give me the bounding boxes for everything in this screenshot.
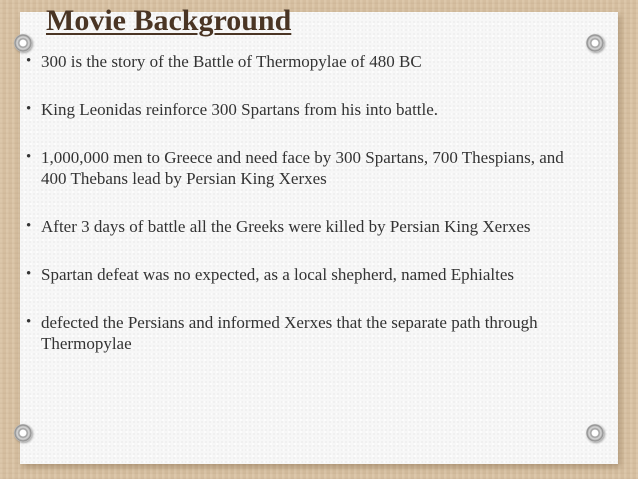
- bullet-text: King Leonidas reinforce 300 Spartans from his into battle.: [41, 100, 439, 119]
- bullet-text: defected the Persians and informed Xerxes that the separate path through Thermopylae: [41, 313, 538, 353]
- list-item: [24, 51, 584, 72]
- list-item: [24, 312, 584, 354]
- slide-title: Movie Background: [46, 4, 292, 37]
- bullet-dot: •: [26, 101, 32, 117]
- bullet-text: After 3 days of battle all the Greeks were killed by Persian King Xerxes: [41, 217, 531, 236]
- list-item: [24, 216, 584, 237]
- bullet-dot: •: [26, 53, 32, 69]
- pushpin-icon: [14, 424, 32, 442]
- bullet-dot: •: [26, 218, 32, 234]
- bullet-dot: •: [26, 314, 32, 330]
- pushpin-icon: [586, 34, 604, 52]
- list-item: [24, 264, 584, 285]
- bullet-text: 1,000,000 men to Greece and need face by 300 Spartans, 700 Thespians, and 400 Thebans lead by Persian King Xerxes: [41, 148, 564, 188]
- bullet-text: Spartan defeat was no expected, as a local shepherd, named Ephialtes: [41, 265, 514, 284]
- pushpin-icon: [14, 34, 32, 52]
- bullet-text: 300 is the story of the Battle of Thermopylae of 480 BC: [41, 52, 422, 71]
- bullet-dot: •: [26, 149, 32, 165]
- list-item: [24, 99, 584, 120]
- bullet-dot: •: [26, 266, 32, 282]
- bullet-list: [24, 51, 584, 381]
- pushpin-icon: [586, 424, 604, 442]
- list-item: [24, 147, 584, 189]
